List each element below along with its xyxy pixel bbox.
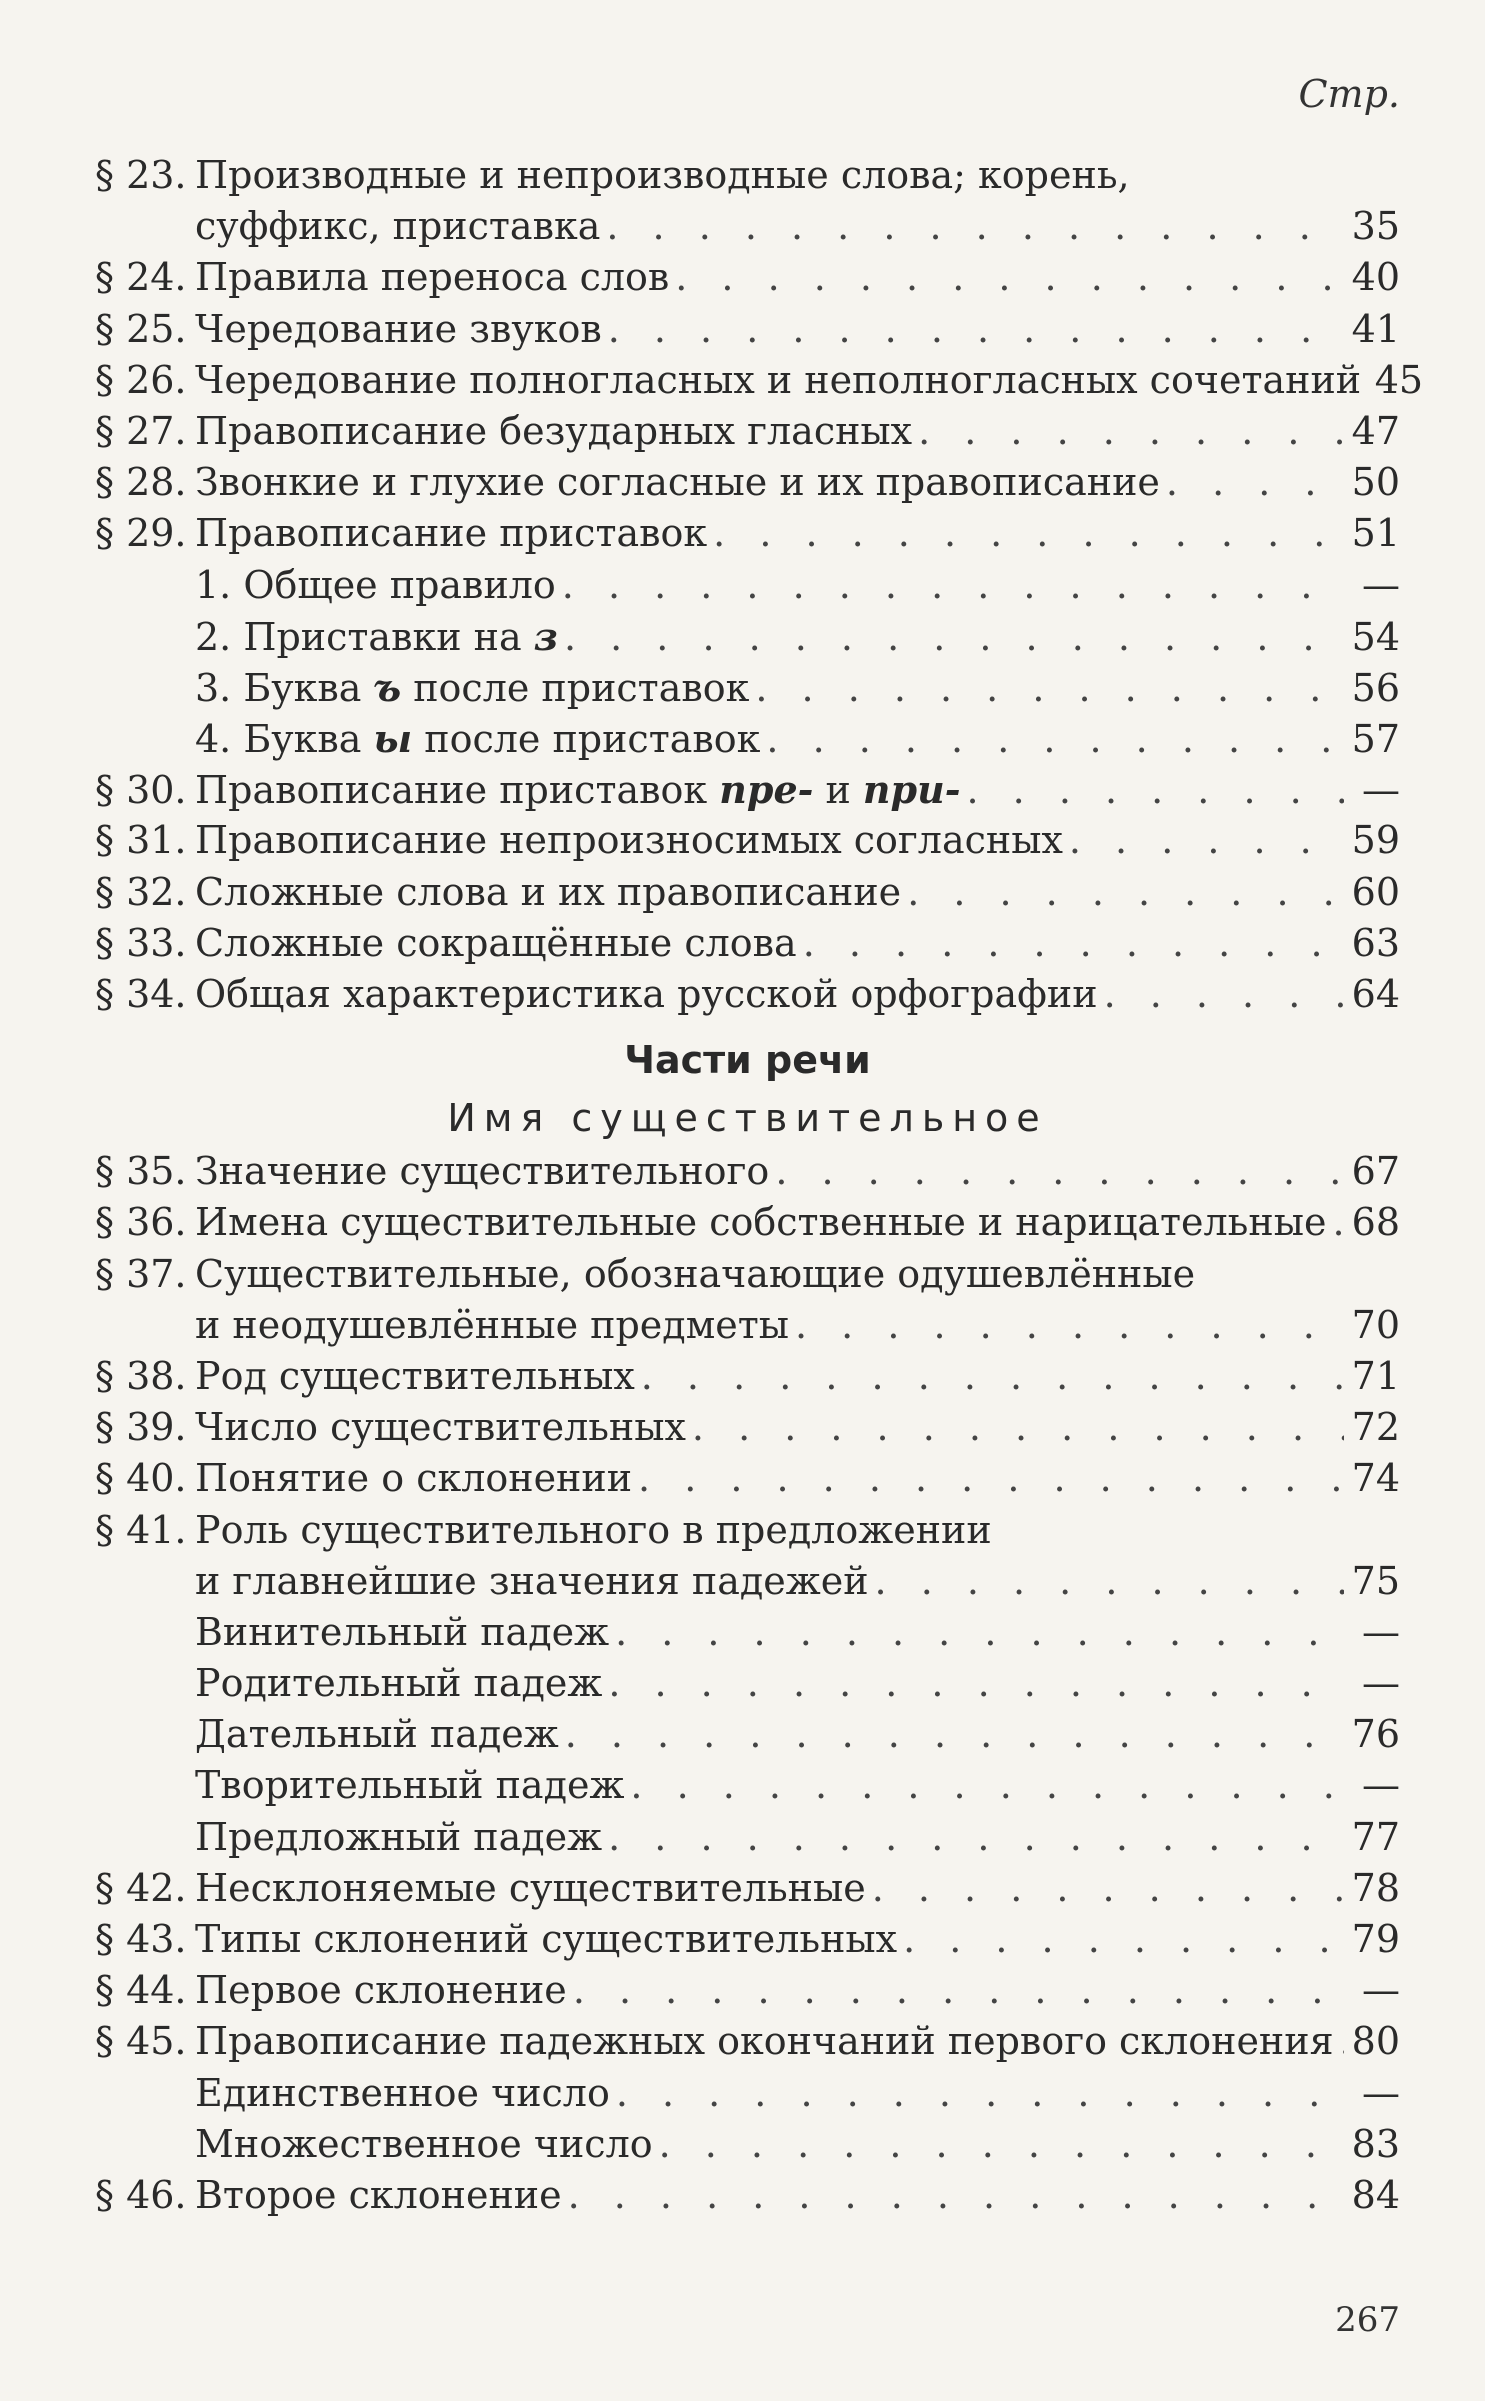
toc-entry-title: Звонкие и глухие согласные и их правописание: [195, 460, 1160, 505]
toc-entry-number: § 33.: [95, 920, 187, 965]
toc-entry-number: § 36.: [95, 1200, 187, 1245]
toc-entry: [95, 2068, 1400, 2119]
toc-entry-page: —: [1362, 1661, 1400, 1706]
toc-entry-number: § 42.: [95, 1865, 187, 1910]
toc-entry-page: 35: [1351, 204, 1400, 249]
toc-entry-title: Второе склонение: [195, 2172, 562, 2217]
leader-dots: [630, 1760, 1344, 1811]
leader-dots: [573, 1965, 1344, 2016]
toc-entry-title: Сложные слова и их правописание: [195, 869, 902, 914]
toc-entry-page: 54: [1351, 614, 1400, 659]
toc-entry-page: 77: [1351, 1814, 1400, 1859]
toc-list-1: [95, 150, 1424, 1020]
leader-dots: [766, 714, 1344, 765]
leader-dots: [562, 560, 1344, 611]
leader-dots: [565, 1709, 1344, 1760]
toc-entry: [95, 2119, 1400, 2170]
page-column-header: Стр.: [1298, 72, 1400, 116]
toc-entry-page: —: [1362, 1968, 1400, 2013]
toc-entry: [95, 1709, 1400, 1760]
toc-entry-page: 68: [1351, 1200, 1400, 1245]
leader-dots: [606, 201, 1344, 252]
leader-dots: [755, 663, 1344, 714]
toc-entry-page: 67: [1351, 1149, 1400, 1194]
toc-entry: [95, 969, 1400, 1020]
toc-entry-title: Число существительных: [195, 1405, 686, 1450]
toc-entry: [95, 406, 1400, 457]
toc-entry-number: § 24.: [95, 255, 187, 300]
toc-entry: [95, 918, 1400, 969]
toc-entry-page: 59: [1351, 818, 1400, 863]
toc-entry-page: 40: [1351, 255, 1400, 300]
toc-entry: [95, 662, 1400, 713]
toc-entry-title: Творительный падеж: [195, 1763, 625, 1808]
toc-entry-page: —: [1362, 1609, 1400, 1654]
toc-entry: [95, 1300, 1400, 1351]
toc-entry-page: 50: [1351, 460, 1400, 505]
toc-entry: [95, 1146, 1400, 1197]
leader-dots: [803, 918, 1344, 969]
leader-dots: [1166, 457, 1344, 508]
toc-list-2: [95, 1146, 1400, 2221]
toc-entry-page: 80: [1351, 2019, 1400, 2064]
toc-entry-title: Существительные, обозначающие одушевлённые: [195, 1251, 1196, 1296]
toc-entry-number: § 25.: [95, 306, 187, 351]
toc-entry: [95, 1402, 1400, 1453]
toc-entry-title: Типы склонений существительных: [195, 1917, 898, 1961]
toc-entry: [95, 1351, 1400, 1402]
leader-dots: [568, 2170, 1344, 2221]
subsection-title: Имя существительное: [447, 1096, 1048, 1141]
toc-entry: [95, 611, 1400, 662]
toc-entry-number: § 32.: [95, 869, 187, 914]
toc-entry-title: Сложные сокращённые слова: [195, 920, 797, 965]
toc-entry-title: Имена существительные собственные и нарицательные: [195, 1200, 1327, 1245]
toc-entry: [95, 150, 1400, 201]
toc-entry-number: § 40.: [95, 1456, 187, 1501]
leader-dots: [907, 867, 1344, 918]
toc-entry-page: 74: [1351, 1456, 1400, 1501]
toc-entry-title: Родительный падеж: [195, 1661, 603, 1706]
toc-entry-number: § 38.: [95, 1353, 187, 1398]
toc-entry-title: Единственное число: [195, 2070, 610, 2115]
leader-dots: [608, 1658, 1344, 1709]
toc-entry-number: § 46.: [95, 2172, 187, 2217]
toc-entry: [95, 1658, 1400, 1709]
toc-entry-page: 64: [1351, 972, 1400, 1016]
toc-entry-title: 2. Приставки на з: [195, 613, 558, 659]
toc-entry-number: § 29.: [95, 511, 187, 556]
toc-entry: [95, 713, 1400, 764]
toc-entry: [95, 1607, 1400, 1658]
toc-entry-number: § 31.: [95, 818, 187, 863]
toc-entry-number: § 23.: [95, 153, 187, 197]
leader-dots: [1104, 969, 1344, 1020]
toc-entry-number: § 41.: [95, 1507, 187, 1552]
toc-entry: [95, 252, 1400, 303]
toc-entry-page: 71: [1351, 1353, 1400, 1398]
toc-entry: [95, 1914, 1400, 1965]
toc-entry: [95, 764, 1400, 815]
toc-entry-number: § 39.: [95, 1405, 187, 1450]
toc-entry-title: Правописание безударных гласных: [195, 408, 913, 453]
leader-dots: [1069, 815, 1344, 866]
leader-dots: [638, 1453, 1344, 1504]
toc-entry-page: 57: [1351, 717, 1400, 762]
toc-entry-number: § 45.: [95, 2019, 187, 2064]
leader-dots: [775, 1146, 1344, 1197]
toc-entry-title: Значение существительного: [195, 1149, 770, 1194]
toc-entry: [95, 1249, 1400, 1300]
toc-entry: [95, 560, 1400, 611]
leader-dots: [564, 612, 1344, 663]
section-title: Части речи: [624, 1038, 871, 1083]
toc-entry-title: Правописание падежных окончаний первого склонения: [195, 2019, 1334, 2064]
toc-entry: [95, 2170, 1400, 2221]
toc-entry: [95, 1965, 1400, 2016]
toc-entry-page: 79: [1351, 1917, 1400, 1961]
leader-dots: [903, 1914, 1344, 1965]
toc-entry-page: —: [1362, 2070, 1400, 2115]
toc-entry-page: 76: [1351, 1712, 1400, 1757]
leader-dots: [616, 2068, 1344, 2119]
toc-entry-number: § 35.: [95, 1149, 187, 1194]
leader-dots: [659, 2119, 1344, 2170]
toc-entry: [95, 304, 1400, 355]
toc-entry: [95, 867, 1400, 918]
leader-dots: [918, 406, 1344, 457]
toc-entry-number: § 26.: [95, 357, 187, 402]
toc-entry-title: Понятие о склонении: [195, 1456, 633, 1501]
toc-entry-title: Правила переноса слов: [195, 255, 670, 300]
leader-dots: [608, 304, 1344, 355]
toc-entry-title: Чередование звуков: [195, 306, 602, 351]
toc-entry-title: суффикс, приставка: [195, 204, 601, 249]
toc-entry-page: 84: [1351, 2172, 1400, 2217]
toc-entry: [95, 457, 1400, 508]
toc-entry-number: § 28.: [95, 460, 187, 505]
toc-entry-page: 75: [1351, 1558, 1400, 1603]
toc-entry-number: § 30.: [95, 768, 187, 813]
toc-entry-title: Предложный падеж: [195, 1814, 603, 1859]
toc-entry-title: Род существительных: [195, 1353, 635, 1398]
toc-entry-page: 60: [1351, 869, 1400, 914]
toc-entry-title: Множественное число: [195, 2121, 653, 2166]
leader-dots: [608, 1812, 1344, 1863]
page-number: 267: [1335, 2300, 1400, 2340]
toc-entry-page: 72: [1351, 1405, 1400, 1450]
toc-entry: [95, 355, 1424, 406]
toc-entry-title: Общая характеристика русской орфографии: [195, 972, 1098, 1016]
toc-entry: [95, 1812, 1400, 1863]
toc-entry-title: и главнейшие значения падежей: [195, 1558, 869, 1603]
toc-entry-title: Первое склонение: [195, 1968, 567, 2013]
toc-entry: [95, 508, 1400, 559]
toc-entry-number: § 34.: [95, 972, 187, 1016]
toc-entry-title: Правописание приставок: [195, 511, 708, 556]
toc-entry-title: Правописание непроизносимых согласных: [195, 818, 1063, 863]
toc-entry-title: Дательный падеж: [195, 1712, 559, 1757]
leader-dots: [872, 1863, 1344, 1914]
toc-entry-page: —: [1362, 768, 1400, 813]
toc-entry-page: 63: [1351, 920, 1400, 965]
toc-entry-title: Производные и непроизводные слова; корень,: [195, 153, 1130, 197]
toc-entry-page: 70: [1351, 1302, 1400, 1347]
toc-entry-page: 78: [1351, 1865, 1400, 1910]
toc-entry-title: Чередование полногласных и неполногласных сочетаний: [195, 357, 1362, 402]
toc-entry: [95, 1760, 1400, 1811]
toc-entry-page: 47: [1351, 408, 1400, 453]
leader-dots: [713, 508, 1344, 559]
toc-entry-title: Правописание приставок пре- и при-: [195, 767, 961, 813]
toc-entry: [95, 1556, 1400, 1607]
leader-dots: [875, 1556, 1344, 1607]
toc-entry-page: 56: [1351, 665, 1400, 710]
toc-entry: [95, 2016, 1400, 2067]
toc-entry: [95, 1453, 1400, 1504]
toc-entry-page: 51: [1351, 511, 1400, 556]
toc-entry-page: 45: [1374, 357, 1424, 402]
toc-entry-page: —: [1362, 562, 1400, 607]
leader-dots: [1332, 1197, 1344, 1248]
toc-entry-page: —: [1362, 1763, 1400, 1808]
table-of-contents: [95, 150, 1424, 2221]
leader-dots: [1340, 2016, 1344, 2067]
toc-entry: [95, 1197, 1400, 1248]
toc-entry-title: и неодушевлённые предметы: [195, 1302, 790, 1347]
toc-entry: [95, 815, 1400, 866]
toc-entry-number: § 27.: [95, 408, 187, 453]
toc-entry-title: 1. Общее правило: [195, 562, 556, 607]
toc-entry: [95, 201, 1400, 252]
leader-dots: [675, 252, 1344, 303]
toc-entry-title: 4. Буква ы после приставок: [195, 716, 761, 762]
toc-entry-title: Винительный падеж: [195, 1609, 610, 1654]
leader-dots: [692, 1402, 1344, 1453]
toc-entry-number: § 43.: [95, 1917, 187, 1961]
leader-dots: [795, 1300, 1344, 1351]
toc-entry-number: § 37.: [95, 1251, 187, 1296]
leader-dots: [615, 1607, 1344, 1658]
leader-dots: [967, 765, 1344, 816]
leader-dots: [641, 1351, 1344, 1402]
toc-entry-title: Несклоняемые существительные: [195, 1865, 866, 1910]
toc-entry-number: § 44.: [95, 1968, 187, 2013]
toc-entry-page: 83: [1351, 2121, 1400, 2166]
toc-entry: [95, 1505, 1400, 1556]
toc-entry-title: Роль существительного в предложении: [195, 1507, 992, 1552]
toc-entry-title: 3. Буква ъ после приставок: [195, 664, 750, 710]
toc-entry: [95, 1863, 1400, 1914]
toc-entry-page: 41: [1351, 306, 1400, 351]
